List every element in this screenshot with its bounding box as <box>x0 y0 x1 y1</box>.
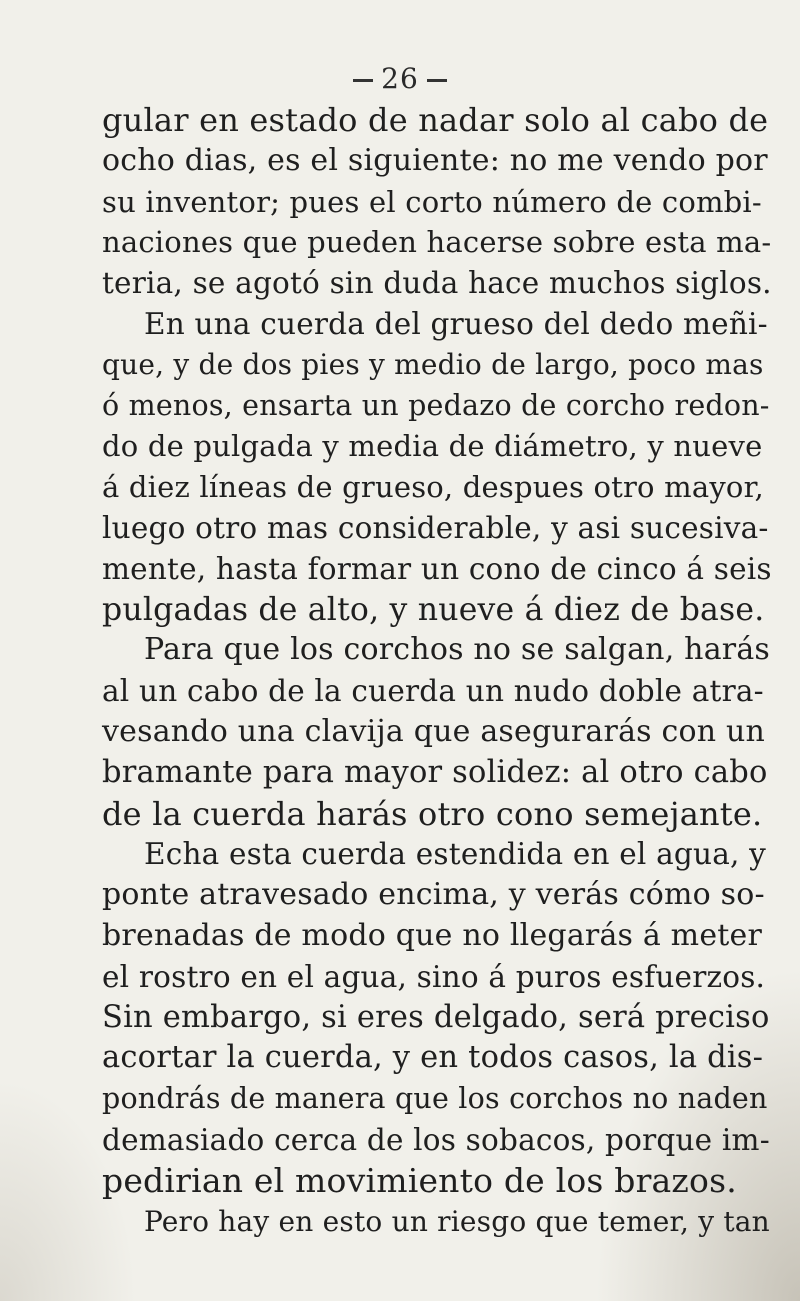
text-line: Sin embargo, si eres delgado, será preciso <box>102 999 770 1035</box>
text-line: pedirian el movimiento de los brazos. <box>102 1160 737 1200</box>
text-line: que, y de dos pies y medio de largo, poco mas <box>102 347 764 381</box>
body-text <box>102 100 772 1242</box>
text-line: pondrás de manera que los corchos no naden <box>102 1082 768 1116</box>
text-line: mente, hasta formar un cono de cinco á seis <box>102 551 772 586</box>
folio-dash-left <box>353 79 373 82</box>
text-line: de la cuerda harás otro cono semejante. <box>102 794 763 833</box>
text-line: demasiado cerca de los sobacos, porque im- <box>102 1122 770 1157</box>
text-line: el rostro en el agua, sino á puros esfuerzos. <box>102 959 766 994</box>
text-line: brenadas de modo que no llegarás á meter <box>102 917 763 953</box>
text-line: al un cabo de la cuerda un nudo doble atra- <box>102 674 764 709</box>
text-line: vesando una clavija que asegurarás con un <box>102 713 766 749</box>
text-line: Para que los corchos no se salgan, harás <box>144 632 771 668</box>
page-number-text: 26 <box>381 62 419 95</box>
page-number <box>0 62 800 95</box>
text-line: á diez líneas de grueso, despues otro mayor, <box>102 470 764 505</box>
text-line: bramante para mayor solidez: al otro cabo <box>102 754 768 790</box>
text-line: luego otro mas considerable, y asi sucesiva- <box>102 510 769 545</box>
text-line: naciones que pueden hacerse sobre esta ma- <box>102 225 772 260</box>
text-line: ponte atravesado encima, y verás cómo so- <box>102 877 765 913</box>
text-line: ó menos, ensarta un pedazo de corcho redon- <box>102 388 770 422</box>
text-line: su inventor; pues el corto número de combi- <box>102 184 762 219</box>
text-line: gular en estado de nadar solo al cabo de <box>102 101 769 139</box>
text-line: ocho dias, es el siguiente: no me vendo por <box>102 142 768 178</box>
text-line: do de pulgada y media de diámetro, y nueve <box>102 429 763 464</box>
text-line: Echa esta cuerda estendida en el agua, y <box>144 837 767 872</box>
text-line: Pero hay en esto un riesgo que temer, y tan <box>144 1204 770 1238</box>
folio-dash-right <box>427 79 447 82</box>
text-line: acortar la cuerda, y en todos casos, la dis- <box>102 1040 764 1076</box>
text-line: En una cuerda del grueso del dedo meñi- <box>144 306 768 341</box>
text-line: teria, se agotó sin duda hace muchos siglos. <box>102 266 772 301</box>
text-line: pulgadas de alto, y nueve á diez de base. <box>102 591 765 628</box>
